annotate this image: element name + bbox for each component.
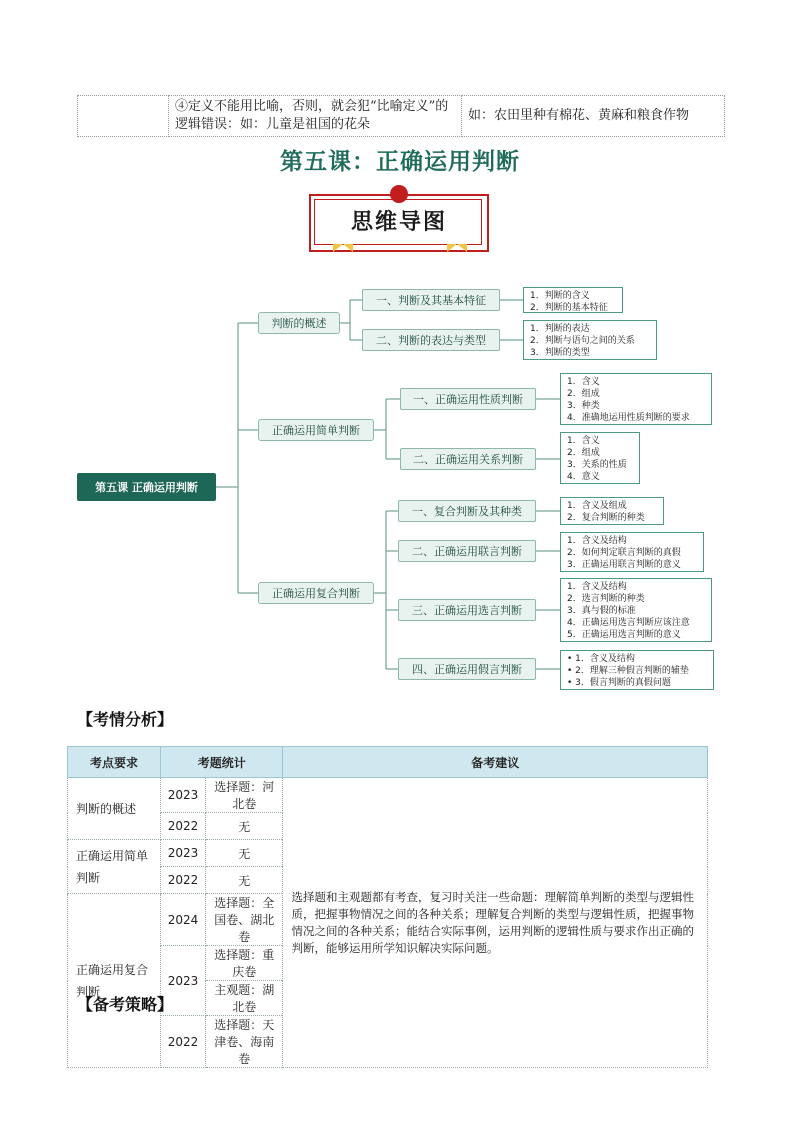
mindmap-node-b1-s1: 一、判断及其基本特征	[362, 289, 500, 311]
leaf-item: 3．判断的类型	[530, 348, 590, 358]
leaf-item: 4．准确地运用性质判断的要求	[567, 413, 690, 423]
leaf-item: 1．含义	[567, 436, 600, 446]
leaf-item: 2．复合判断的种类	[567, 513, 645, 523]
leaf-item: 1．判断的含义	[530, 291, 590, 301]
leaf-item: 5．正确运用选言判断的意义	[567, 630, 681, 640]
leaf-item: 2．判断的基本特征	[530, 303, 608, 313]
section-analysis-heading: 【考情分析】	[77, 710, 174, 729]
question-cell: 选择题：重庆卷	[206, 946, 283, 981]
topic-cell: 正确运用简单判断	[68, 840, 161, 894]
leaf-item: 2．组成	[567, 448, 600, 458]
header-advice: 备考建议	[283, 747, 708, 778]
leaf-item: 1．判断的表达	[530, 324, 590, 334]
badge-text: 思维导图	[350, 210, 447, 235]
mindmap-node-b1-s2: 二、判断的表达与类型	[362, 329, 500, 351]
leaf-item: 1．含义	[567, 377, 600, 387]
mindmap-node-b2-s1: 一、正确运用性质判断	[400, 388, 536, 410]
leaf-item: 2．组成	[567, 389, 600, 399]
top-table-cell-2: 如：农田里种有棉花、黄麻和粮食作物	[462, 96, 725, 137]
mindmap-leaf-b3-s4	[560, 650, 714, 690]
leaf-item: 1．含义及结构	[567, 582, 627, 592]
leaf-item: • 3．假言判断的真假问题	[567, 677, 707, 689]
mindmap-branch-simple: 正确运用简单判断	[258, 419, 374, 441]
leaf-item: 1．含义及结构	[567, 536, 627, 546]
mindmap-leaf-b2-s1	[560, 373, 712, 425]
header-topic: 考点要求	[68, 747, 161, 778]
mindmap-leaf-b3-s1	[560, 497, 664, 525]
topic-cell: 判断的概述	[68, 778, 161, 840]
question-cell: 无	[206, 840, 283, 867]
leaf-item: 2．如何判定联言判断的真假	[567, 548, 681, 558]
mindmap-node-b3-s1: 一、复合判断及其种类	[398, 500, 536, 522]
mindmap-leaf-b1-s1	[523, 287, 623, 313]
section-strategy-heading: 【备考策略】	[77, 995, 174, 1014]
mindmap-node-b3-s4: 四、正确运用假言判断	[398, 658, 536, 680]
leaf-item: 4．正确运用选言判断应该注意	[567, 618, 690, 628]
year-cell: 2022	[161, 813, 206, 840]
question-cell: 选择题：天津卷、海南卷	[206, 1016, 283, 1068]
mindmap-leaf-b2-s2	[560, 432, 640, 484]
lesson-title: 第五课：正确运用判断	[280, 149, 520, 175]
mindmap-branch-overview: 判断的概述	[258, 312, 340, 334]
leaf-item: 1．含义及组成	[567, 501, 627, 511]
question-cell: 选择题：全国卷、湖北卷	[206, 894, 283, 946]
mindmap-node-b3-s3: 三、正确运用选言判断	[398, 599, 536, 621]
mindmap-branch-compound: 正确运用复合判断	[258, 582, 374, 604]
mindmap-leaf-b1-s2	[523, 320, 657, 360]
leaf-item: 3．真与假的标准	[567, 606, 636, 616]
question-cell: 无	[206, 867, 283, 894]
year-cell: 2023	[161, 778, 206, 813]
question-cell: 无	[206, 813, 283, 840]
leaf-item: 2．判断与语句之间的关系	[530, 336, 635, 346]
header-stats: 考题统计	[161, 747, 283, 778]
mindmap-leaf-b3-s2	[560, 532, 704, 572]
mindmap-node-b2-s2: 二、正确运用关系判断	[400, 448, 536, 470]
year-cell: 2023	[161, 840, 206, 867]
leaf-item: 4．意义	[567, 472, 600, 482]
top-table-cell-1: ④定义不能用比喻，否则，就会犯“比喻定义”的逻辑错误：如：儿童是祖国的花朵	[169, 96, 462, 137]
leaf-item: 3．正确运用联言判断的意义	[567, 560, 681, 570]
question-cell: 主观题：湖北卷	[206, 981, 283, 1016]
year-cell: 2022	[161, 1016, 206, 1068]
year-cell: 2022	[161, 867, 206, 894]
topic-cell: 正确运用复合判断	[68, 894, 161, 1068]
mindmap-root: 第五课 正确运用判断	[77, 473, 216, 501]
leaf-item: 2．选言判断的种类	[567, 594, 645, 604]
analysis-table	[67, 746, 708, 1068]
leaf-item: 3．种类	[567, 401, 600, 411]
mindmap-leaf-b3-s3	[560, 578, 712, 642]
leaf-item: • 2．理解三种假言判断的辅垫	[567, 665, 707, 677]
year-cell: 2023	[161, 946, 206, 1016]
question-cell: 选择题：河北卷	[206, 778, 283, 813]
mindmap-node-b3-s2: 二、正确运用联言判断	[398, 540, 536, 562]
advice-cell: 选择题和主观题都有考查，复习时关注一些命题：理解简单判断的类型与逻辑性质，把握事物情况之间的各种关系；理解复合判断的类型与逻辑性质，把握事物情况之间的各种关系；能结合实际事例，运用判断的逻辑性质与要求作出正确的判断，能够运用所学知识解决实际问题。	[283, 778, 708, 1068]
leaf-item: 3．关系的性质	[567, 460, 627, 470]
year-cell: 2024	[161, 894, 206, 946]
leaf-item: • 1．含义及结构	[567, 653, 707, 665]
